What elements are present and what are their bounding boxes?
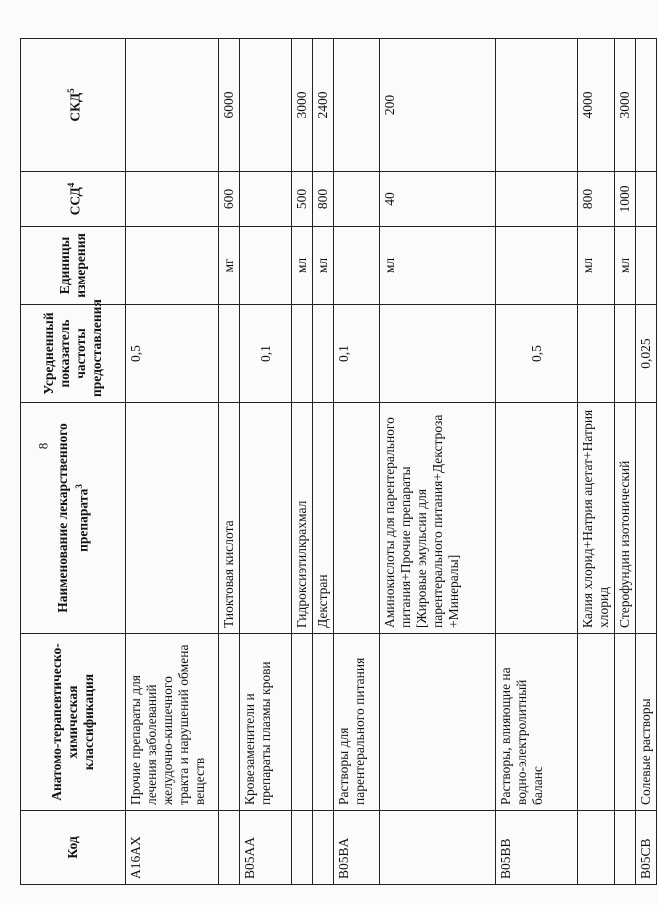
unit-cell: мг <box>219 227 240 305</box>
header-skd-sup: 5 <box>65 88 76 93</box>
header-ssd-text: ССД <box>67 187 83 216</box>
rotated-page <box>20 39 653 885</box>
page-number: 8 <box>35 442 51 450</box>
code-cell: B05CB <box>636 811 657 885</box>
table-row <box>240 39 292 885</box>
table-row <box>292 39 313 885</box>
freq-cell: 0,1 <box>334 305 380 403</box>
drug-cell <box>334 403 380 634</box>
header-skd-text: СКД <box>67 92 83 122</box>
ssd-cell: 500 <box>292 172 313 227</box>
ssd-cell <box>240 172 292 227</box>
freq-cell <box>578 305 615 403</box>
code-cell <box>578 811 615 885</box>
header-ssd <box>21 172 126 227</box>
skd-cell <box>496 39 578 172</box>
unit-cell <box>126 227 219 305</box>
atc-cell: Растворы для парентерального питания <box>334 634 380 811</box>
header-atc: Анатомо-терапевтическо-химическая классификация <box>21 634 126 811</box>
header-skd <box>21 39 126 172</box>
freq-cell: 0,1 <box>240 305 292 403</box>
drug-cell <box>126 403 219 634</box>
unit-cell: мл <box>615 227 636 305</box>
header-drug-sup: 3 <box>73 484 84 489</box>
skd-cell <box>240 39 292 172</box>
skd-cell <box>636 39 657 172</box>
table-row <box>126 39 219 885</box>
code-cell <box>219 811 240 885</box>
ssd-cell <box>496 172 578 227</box>
unit-cell: мл <box>578 227 615 305</box>
table-row <box>219 39 240 885</box>
skd-cell: 200 <box>380 39 496 172</box>
ssd-cell: 800 <box>313 172 334 227</box>
code-cell <box>615 811 636 885</box>
drug-cell: Гидроксиэтилкрахмал <box>292 403 313 634</box>
ssd-cell <box>126 172 219 227</box>
header-ssd-sup: 4 <box>65 182 76 188</box>
freq-cell <box>313 305 334 403</box>
atc-cell <box>380 634 496 811</box>
atc-cell: Кровезаменители и препараты плазмы крови <box>240 634 292 811</box>
drug-table <box>20 38 657 885</box>
code-cell: B05BA <box>334 811 380 885</box>
header-freq: Усредненный показатель частоты предоставления <box>21 305 126 403</box>
atc-cell <box>292 634 313 811</box>
unit-cell <box>496 227 578 305</box>
freq-cell: 0,5 <box>496 305 578 403</box>
unit-cell <box>334 227 380 305</box>
skd-cell: 2400 <box>313 39 334 172</box>
unit-cell <box>240 227 292 305</box>
ssd-cell <box>334 172 380 227</box>
code-cell <box>313 811 334 885</box>
header-drug-text: Наименование лекарственного препарата <box>54 423 91 613</box>
table-row <box>313 39 334 885</box>
table-row <box>615 39 636 885</box>
unit-cell: мл <box>292 227 313 305</box>
drug-cell: Тиоктовая кислота <box>219 403 240 634</box>
header-drug <box>21 403 126 634</box>
ssd-cell: 600 <box>219 172 240 227</box>
atc-cell: Солевые растворы <box>636 634 657 811</box>
drug-cell: Декстран <box>313 403 334 634</box>
atc-cell <box>615 634 636 811</box>
drug-cell: Аминокислоты для парентерального питания+Прочие препараты [Жировые эмульсии для парентерального питания+Декстроза +Минералы] <box>380 403 496 634</box>
skd-cell: 4000 <box>578 39 615 172</box>
unit-cell <box>636 227 657 305</box>
skd-cell: 6000 <box>219 39 240 172</box>
atc-cell: Растворы, влияющие на водно-электролитный баланс <box>496 634 578 811</box>
table-row <box>380 39 496 885</box>
drug-cell: Стерофундин изотонический <box>615 403 636 634</box>
table-row <box>334 39 380 885</box>
table-row <box>578 39 615 885</box>
freq-cell <box>380 305 496 403</box>
atc-cell <box>578 634 615 811</box>
header-code: Код <box>21 811 126 885</box>
unit-cell: мл <box>313 227 334 305</box>
drug-cell <box>240 403 292 634</box>
code-cell: A16AX <box>126 811 219 885</box>
freq-cell: 0,025 <box>636 305 657 403</box>
atc-cell <box>219 634 240 811</box>
freq-cell: 0,5 <box>126 305 219 403</box>
drug-cell <box>496 403 578 634</box>
skd-cell <box>334 39 380 172</box>
table-row <box>636 39 657 885</box>
skd-cell <box>126 39 219 172</box>
drug-cell: Калия хлорид+Натрия ацетат+Натрия хлорид <box>578 403 615 634</box>
code-cell <box>380 811 496 885</box>
table-row <box>496 39 578 885</box>
code-cell <box>292 811 313 885</box>
freq-cell <box>219 305 240 403</box>
header-row <box>21 39 126 885</box>
freq-cell <box>292 305 313 403</box>
skd-cell: 3000 <box>292 39 313 172</box>
ssd-cell: 40 <box>380 172 496 227</box>
atc-cell: Прочие препараты для лечения заболеваний желудочно-кишечного тракта и нарушений обмена веществ <box>126 634 219 811</box>
atc-cell <box>313 634 334 811</box>
code-cell: B05BB <box>496 811 578 885</box>
code-cell: B05AA <box>240 811 292 885</box>
ssd-cell <box>636 172 657 227</box>
header-unit: Единицы измерения <box>21 227 126 305</box>
ssd-cell: 1000 <box>615 172 636 227</box>
unit-cell: мл <box>380 227 496 305</box>
freq-cell <box>615 305 636 403</box>
ssd-cell: 800 <box>578 172 615 227</box>
skd-cell: 3000 <box>615 39 636 172</box>
drug-cell <box>636 403 657 634</box>
